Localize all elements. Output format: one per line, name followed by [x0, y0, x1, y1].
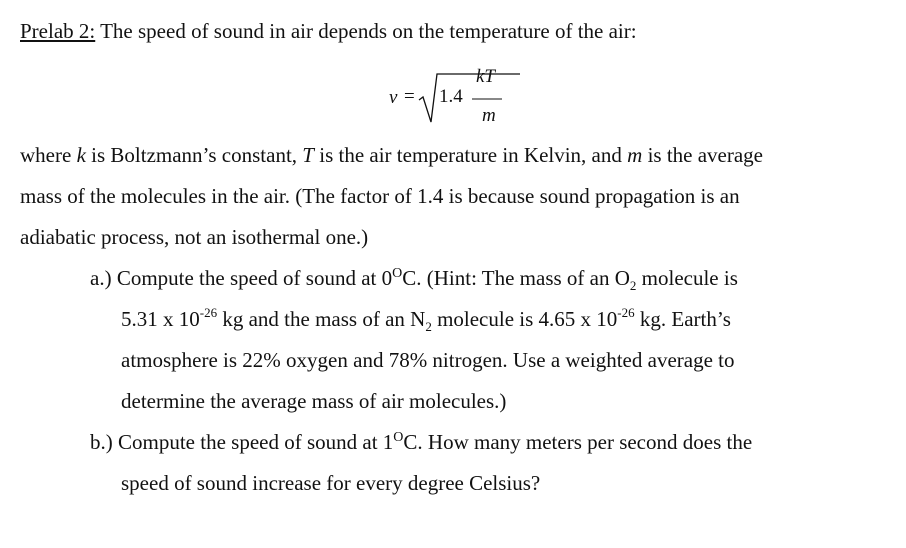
text: is the average: [642, 143, 764, 167]
formula-equals: =: [404, 86, 415, 107]
part-a-line-1: [90, 266, 738, 293]
degree-symbol: O: [392, 266, 403, 281]
var-m: m: [627, 143, 643, 167]
exponent: -26: [199, 305, 218, 320]
part-a-line-3: atmosphere is 22% oxygen and 78% nitrogen. Use a weighted average to: [121, 348, 735, 372]
formula-lhs: v: [389, 87, 398, 108]
text: a.) Compute the speed of sound at 0: [90, 266, 393, 290]
part-a-line-2: [121, 305, 731, 334]
text: C. (Hint: The mass of an O: [402, 266, 630, 290]
paragraph-line-1: [20, 145, 763, 166]
formula-coefficient: 1.4: [439, 86, 463, 107]
text: is Boltzmann’s constant,: [85, 143, 303, 167]
text: 5.31 x 10: [121, 307, 200, 331]
prelab-intro: The speed of sound in air depends on the temperature of the air:: [95, 19, 637, 43]
part-b-line-1: [90, 432, 752, 453]
prelab-label: Prelab 2:: [20, 19, 96, 43]
text: C. How many meters per second does the: [403, 430, 753, 454]
text: molecule is 4.65 x 10: [431, 307, 618, 331]
prelab-heading: [20, 21, 637, 42]
exponent: -26: [617, 305, 635, 320]
text: b.) Compute the speed of sound at 1: [90, 430, 394, 454]
subscript: 2: [629, 278, 637, 293]
var-k: k: [76, 143, 86, 167]
var-T: T: [302, 143, 314, 167]
subscript: 2: [425, 319, 432, 334]
formula-denominator: m: [482, 105, 496, 126]
formula-numerator: kT: [476, 66, 495, 87]
paragraph-line-3: adiabatic process, not an isothermal one.): [20, 225, 369, 249]
degree-symbol: O: [393, 430, 404, 445]
text: is the air temperature in Kelvin, and: [313, 143, 628, 167]
text: molecule is: [636, 266, 738, 290]
paragraph-line-2: mass of the molecules in the air. (The factor of 1.4 is because sound propagation is an: [20, 184, 740, 208]
text: kg. Earth’s: [634, 307, 731, 331]
part-a-line-4: determine the average mass of air molecules.): [121, 389, 507, 413]
text: kg and the mass of an N: [217, 307, 426, 331]
part-b-line-2: speed of sound increase for every degree Celsius?: [121, 471, 541, 495]
speed-of-sound-formula: [386, 60, 526, 130]
text: where: [20, 143, 77, 167]
